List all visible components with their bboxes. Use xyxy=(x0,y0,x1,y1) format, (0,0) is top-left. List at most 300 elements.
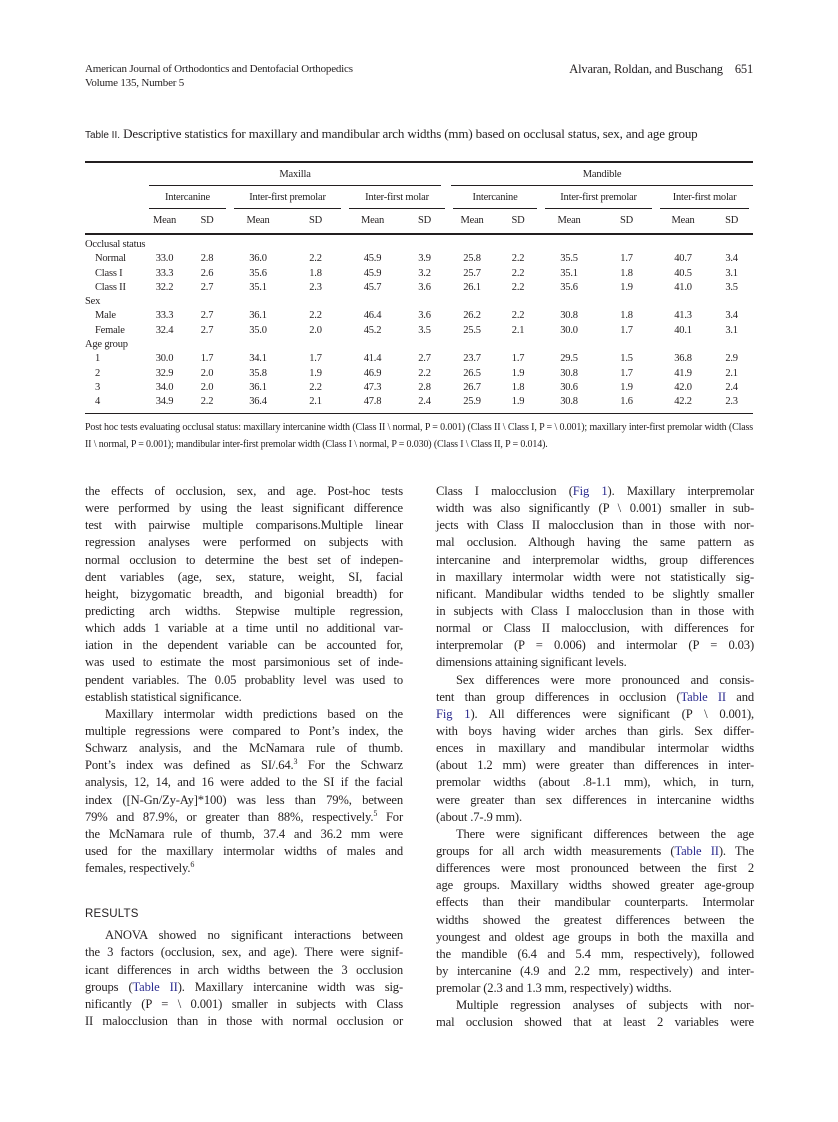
text-line xyxy=(85,860,403,877)
sd-cell: 1.9 xyxy=(620,381,633,393)
text-line xyxy=(436,637,754,654)
mean-cell: 23.7 xyxy=(463,353,481,365)
mean-cell: 33.3 xyxy=(155,310,174,322)
table-row xyxy=(85,381,753,395)
text-line xyxy=(85,586,403,603)
group-label: Age group xyxy=(85,339,128,351)
sd-cell: 1.8 xyxy=(511,381,525,393)
text-run: analysis, 12, 14, and 16 were added to the SI if the facial xyxy=(85,775,403,790)
paragraph xyxy=(436,672,754,826)
sd-cell: 2.2 xyxy=(511,253,525,265)
mean-cell: 35.8 xyxy=(249,367,267,379)
mean-cell: 26.2 xyxy=(463,310,481,322)
measure-header: Inter-first premolar xyxy=(230,187,345,210)
jaw-header-mandible: Mandible xyxy=(449,162,753,187)
text-line xyxy=(85,517,403,534)
text-run: nificantly (P = \ 0.001) smaller in subjects with Class xyxy=(85,996,403,1011)
sd-cell: 2.2 xyxy=(511,267,525,279)
cross-reference-link[interactable]: Table II xyxy=(132,979,178,994)
sd-cell: 2.8 xyxy=(418,381,431,393)
sd-header: SD xyxy=(710,210,753,234)
mean-cell: 34.9 xyxy=(145,395,184,413)
cross-reference-link[interactable]: Table II xyxy=(674,843,719,858)
text-line xyxy=(85,996,403,1013)
sd-cell: 1.9 xyxy=(620,281,633,293)
mean-cell: 45.9 xyxy=(363,253,382,265)
text-run: which adds 1 variable at a time until no additional var- xyxy=(85,621,403,636)
sd-cell: 1.8 xyxy=(620,310,633,322)
mean-cell: 34.1 xyxy=(249,353,267,365)
mean-cell: 32.9 xyxy=(155,367,174,379)
mean-cell: 30.8 xyxy=(560,367,578,379)
table-footnote: Post hoc tests evaluating occlusal status: maxillary intercanine width (Class II \ normal, P = 0.001) (Class II \ Class I, P = \ 0.001); maxillary inter-first premolar width (Class II \ normal, P = 0.001); mandibular inter-first premolar width (Class I \ normal, P = 0.030) (Class I \ Class II, P = 0.014). xyxy=(85,422,753,450)
text-run: II malocclusion than in those with normal occlusion or xyxy=(85,1013,403,1028)
text-line xyxy=(436,517,754,534)
cross-reference-link[interactable]: Fig 1 xyxy=(436,706,471,721)
text-run: Class I malocclusion ( xyxy=(436,484,573,498)
mean-cell: 47.8 xyxy=(345,395,400,413)
text-line xyxy=(436,723,754,740)
paragraph xyxy=(436,997,754,1031)
text-line xyxy=(85,672,403,689)
group-row xyxy=(85,338,753,352)
sd-cell: 1.6 xyxy=(597,395,656,413)
mean-cell: 41.4 xyxy=(363,353,382,365)
text-line xyxy=(436,980,754,997)
text-line xyxy=(436,586,754,603)
text-run: Pont’s index was defined as SI/.64. xyxy=(85,758,294,773)
measure-header: Inter-first molar xyxy=(345,187,449,210)
measure-header: Inter-first molar xyxy=(656,187,753,210)
text-line xyxy=(85,552,403,569)
measure-header: Intercanine xyxy=(145,187,230,210)
text-run: premolar widths (about .8-1.1 mm), which, in turn, xyxy=(436,775,754,790)
row-label: 1 xyxy=(95,353,101,365)
text-run: (about .7-.9 mm). xyxy=(436,809,522,824)
row-label: Class II xyxy=(95,281,126,293)
sd-header: SD xyxy=(184,210,230,234)
mean-cell: 32.2 xyxy=(155,281,174,293)
sd-header: SD xyxy=(495,210,541,234)
text-line xyxy=(436,912,754,929)
measure-header: Intercanine xyxy=(449,187,541,210)
mean-cell: 30.8 xyxy=(541,395,597,413)
text-run: intercanine and interpremolar widths, group differences xyxy=(436,552,754,567)
text-line xyxy=(436,877,754,894)
text-run: the effects of occlusion, sex, and age. Post-hoc tests xyxy=(85,484,403,498)
text-run: ). All differences were significant (P \ 0.001), xyxy=(470,706,755,721)
text-run: age groups. Maxillary widths showed greater age-group xyxy=(436,878,754,893)
text-column-right xyxy=(436,483,754,1032)
mean-cell: 32.4 xyxy=(155,324,174,336)
text-run: mal occlusion showed that at least 2 variables were xyxy=(436,1015,754,1030)
text-run: ences in maxillary and mandibular intermolar widths xyxy=(436,741,754,756)
sd-cell: 2.3 xyxy=(710,395,753,413)
text-run: groups ( xyxy=(85,979,133,994)
text-line xyxy=(85,944,403,961)
section-heading: RESULTS xyxy=(85,908,139,921)
sd-cell: 1.8 xyxy=(620,267,633,279)
mean-cell: 29.5 xyxy=(560,353,578,365)
text-line xyxy=(436,740,754,757)
text-line xyxy=(436,757,754,774)
mean-cell: 40.1 xyxy=(674,324,692,336)
mean-cell: 30.8 xyxy=(560,310,578,322)
mean-cell: 45.7 xyxy=(363,281,382,293)
row-label: Normal xyxy=(95,253,126,265)
text-line xyxy=(85,757,403,774)
text-line xyxy=(436,1014,754,1031)
text-line xyxy=(85,689,403,706)
sd-cell: 1.7 xyxy=(511,353,525,365)
text-run: in maxillary intermolar width were not statistically sig- xyxy=(436,569,754,584)
text-line xyxy=(436,500,754,517)
text-line xyxy=(85,792,403,809)
text-line xyxy=(85,569,403,586)
mean-header: Mean xyxy=(656,210,710,234)
text-line xyxy=(85,620,403,637)
citation-superscript[interactable]: 6 xyxy=(190,860,195,870)
paragraph xyxy=(436,826,754,997)
sd-cell: 3.2 xyxy=(418,267,431,279)
mean-cell: 46.9 xyxy=(363,367,382,379)
row-label: 2 xyxy=(95,367,101,379)
sd-cell: 2.9 xyxy=(725,353,738,365)
text-run: Multiple regression analyses of subjects with nor- xyxy=(456,998,754,1013)
text-run: youngest and oldest age groups in both the maxilla and xyxy=(436,929,754,944)
text-run: test with pairwise multiple comparisons.Multiple linear xyxy=(85,518,403,533)
sd-cell: 1.7 xyxy=(620,324,633,336)
text-run: differences were most pronounced between the first 2 xyxy=(436,861,754,876)
mean-cell: 30.0 xyxy=(155,353,174,365)
text-run: dent variables (age, sex, stature, weight, SI, facial xyxy=(85,569,403,584)
mean-cell: 30.0 xyxy=(560,324,578,336)
row-label: Female xyxy=(95,324,125,336)
page-number: 651 xyxy=(734,62,753,76)
text-column-left xyxy=(85,483,403,1030)
table-row xyxy=(85,309,753,323)
sd-cell: 3.1 xyxy=(725,267,738,279)
row-label: Male xyxy=(95,310,116,322)
text-line xyxy=(436,860,754,877)
mean-cell: 42.2 xyxy=(656,395,710,413)
mean-cell: 35.6 xyxy=(560,281,578,293)
citation-superscript[interactable]: 5 xyxy=(373,808,378,818)
text-line xyxy=(436,997,754,1014)
journal-name: American Journal of Orthodontics and Dentofacial Orthopedics xyxy=(85,63,353,75)
text-run: 79% and 87.9%, or greater than 88%, respectively. xyxy=(85,809,374,824)
text-line xyxy=(85,654,403,671)
mean-cell: 35.0 xyxy=(249,324,267,336)
sd-cell: 3.9 xyxy=(418,253,431,265)
mean-header: Mean xyxy=(230,210,286,234)
text-run: icant differences in arch widths between the 3 occlusion xyxy=(85,962,403,977)
mean-cell: 45.9 xyxy=(363,267,382,279)
mean-cell: 45.2 xyxy=(363,324,382,336)
citation-superscript[interactable]: 3 xyxy=(293,757,298,767)
sd-cell: 2.7 xyxy=(418,353,431,365)
stats-table xyxy=(85,161,753,414)
sd-cell: 2.2 xyxy=(511,310,525,322)
running-header-left xyxy=(85,62,353,90)
table-row xyxy=(85,281,753,295)
text-line xyxy=(85,979,403,996)
text-line xyxy=(436,963,754,980)
text-line xyxy=(436,774,754,791)
text-line xyxy=(436,552,754,569)
text-run: by intercanine (4.9 and 2.2 mm, respectively) and inter- xyxy=(436,963,754,978)
text-line xyxy=(85,826,403,843)
text-run: height, bizygomatic breadth, and bigonial breadth) for xyxy=(85,586,403,601)
text-line xyxy=(85,809,403,826)
text-run: Sex differences were more pronounced and consis- xyxy=(456,672,754,687)
text-run: nificant. Mandibular widths tended to be slightly smaller xyxy=(436,586,754,601)
text-line xyxy=(85,740,403,757)
mean-cell: 25.7 xyxy=(463,267,481,279)
mean-cell: 36.1 xyxy=(249,381,267,393)
text-line xyxy=(436,672,754,689)
sd-cell: 2.0 xyxy=(200,381,214,393)
text-line xyxy=(436,826,754,843)
text-run: interpremolar (P = 0.006) and intermolar (P = 0.03) xyxy=(436,638,754,653)
text-line xyxy=(85,637,403,654)
sd-cell: 3.4 xyxy=(725,253,738,265)
running-header-right xyxy=(569,62,753,76)
text-line xyxy=(436,620,754,637)
text-run: ). The xyxy=(718,843,754,858)
table-row xyxy=(85,395,753,413)
text-line xyxy=(85,774,403,791)
mean-cell: 30.6 xyxy=(560,381,578,393)
text-run: normal occlusion to determine the best set of indepen- xyxy=(85,552,403,567)
group-label: Sex xyxy=(85,296,101,308)
sd-cell: 2.2 xyxy=(184,395,230,413)
mean-cell: 35.5 xyxy=(560,253,578,265)
sd-cell: 2.0 xyxy=(309,324,322,336)
mean-header: Mean xyxy=(145,210,184,234)
text-run: Maxillary intermolar width predictions based on the xyxy=(105,706,403,721)
row-label: 4 xyxy=(85,395,145,413)
text-run: was used to estimate the most parsimonious set of inde- xyxy=(85,655,403,670)
text-line xyxy=(436,483,754,500)
sd-cell: 1.7 xyxy=(620,253,633,265)
sd-cell: 2.2 xyxy=(418,367,431,379)
sd-cell: 1.9 xyxy=(511,367,525,379)
text-line xyxy=(436,809,754,826)
text-run: used for the maxillary intermolar widths of males and xyxy=(85,843,403,858)
sd-cell: 2.0 xyxy=(200,367,214,379)
text-run: females, respectively. xyxy=(85,861,191,876)
text-line xyxy=(436,946,754,963)
text-line xyxy=(85,927,403,944)
group-label: Occlusal status xyxy=(85,239,146,250)
text-line xyxy=(85,1013,403,1030)
sd-cell: 1.9 xyxy=(309,367,322,379)
text-run: multiple regressions were compared to Pont’s index, the xyxy=(85,723,403,738)
cross-reference-link[interactable]: Fig 1 xyxy=(572,484,608,498)
mean-cell: 26.5 xyxy=(463,367,481,379)
text-run: were greater than sex differences in intercanine widths xyxy=(436,792,754,807)
mean-cell: 41.9 xyxy=(674,367,692,379)
group-row xyxy=(85,295,753,309)
sd-cell: 2.1 xyxy=(725,367,738,379)
text-run: dimensions attaining significant levels. xyxy=(436,655,627,670)
text-run: the McNamara rule of thumb, 37.4 and 36.2 mm were xyxy=(85,826,403,841)
mean-cell: 42.0 xyxy=(674,381,692,393)
sd-header: SD xyxy=(286,210,345,234)
mean-header: Mean xyxy=(541,210,597,234)
table-row xyxy=(85,267,753,281)
text-line xyxy=(436,654,754,671)
text-run: For the Schwarz xyxy=(297,758,403,773)
text-line xyxy=(436,534,754,551)
table-caption xyxy=(85,126,753,144)
text-run: widths showed the greatest differences between the xyxy=(436,912,754,927)
mean-cell: 41.0 xyxy=(674,281,692,293)
row-label: 3 xyxy=(95,381,101,393)
text-run: ). Maxillary intercanine width was sig- xyxy=(177,979,403,994)
mean-cell: 40.5 xyxy=(674,267,692,279)
mean-cell: 35.6 xyxy=(249,267,267,279)
text-run: regression analyses were performed on subjects with xyxy=(85,535,403,550)
mean-cell: 33.0 xyxy=(155,253,174,265)
text-line xyxy=(436,689,754,706)
text-line xyxy=(436,843,754,860)
paragraph xyxy=(85,483,403,706)
text-run: predicting arch widths. Stepwise multiple regression, xyxy=(85,603,403,618)
group-row xyxy=(85,234,753,252)
sd-cell: 2.2 xyxy=(309,381,322,393)
sd-cell: 2.1 xyxy=(286,395,345,413)
sd-cell: 2.1 xyxy=(511,324,525,336)
sd-cell: 2.3 xyxy=(309,281,322,293)
mean-cell: 25.9 xyxy=(449,395,495,413)
text-run: with boys having wider arches than girls. Sex differ- xyxy=(436,723,754,738)
sd-cell: 3.5 xyxy=(725,281,738,293)
text-run: premolar (2.3 and 1.3 mm, respectively) widths. xyxy=(436,981,672,996)
mean-header: Mean xyxy=(345,210,400,234)
mean-cell: 26.7 xyxy=(463,381,481,393)
text-run: pendent variables. The 0.05 probablity level was used to xyxy=(85,672,403,687)
paragraph xyxy=(85,706,403,877)
mean-cell: 36.0 xyxy=(249,253,267,265)
jaw-header-maxilla: Maxilla xyxy=(145,162,449,187)
sd-cell: 2.2 xyxy=(511,281,525,293)
mean-cell: 36.1 xyxy=(249,310,267,322)
text-line xyxy=(436,792,754,809)
authors: Alvaran, Roldan, and Buschang xyxy=(569,62,723,76)
table-label: Table II. xyxy=(85,130,121,141)
sd-cell: 2.4 xyxy=(400,395,449,413)
cross-reference-link[interactable]: Table II xyxy=(680,689,726,704)
sd-cell: 3.6 xyxy=(418,310,431,322)
text-run: There were significant differences between the age xyxy=(456,826,754,841)
paragraph xyxy=(85,927,403,1030)
text-run: the 3 factors (occlusion, sex, and age). There were signif- xyxy=(85,945,403,960)
sd-cell: 2.6 xyxy=(200,267,214,279)
text-line xyxy=(436,706,754,723)
sd-cell: 2.7 xyxy=(200,324,214,336)
sd-cell: 2.4 xyxy=(725,381,738,393)
measure-header: Inter-first premolar xyxy=(541,187,656,210)
mean-cell: 25.5 xyxy=(463,324,481,336)
text-line xyxy=(436,894,754,911)
text-run: were performed by using the least significant difference xyxy=(85,501,403,516)
sd-cell: 2.7 xyxy=(200,310,214,322)
mean-cell: 25.8 xyxy=(463,253,481,265)
sd-cell: 1.7 xyxy=(309,353,322,365)
text-run: Schwarz analysis, and the McNamara rule of thumb. xyxy=(85,741,403,756)
sd-cell: 1.7 xyxy=(620,367,633,379)
table-row xyxy=(85,252,753,266)
text-run: the mandible (6.4 and 5.4 mm, respectively), followed xyxy=(436,946,754,961)
sd-cell: 1.8 xyxy=(309,267,322,279)
table-row xyxy=(85,367,753,381)
text-run: index ([N-Gn/Zy-Ay]*100) was less than 79%, between xyxy=(85,792,403,807)
text-line xyxy=(85,483,403,500)
mean-header: Mean xyxy=(449,210,495,234)
text-run: jects with Class II malocclusion than in those with nor- xyxy=(436,518,754,533)
sd-cell: 1.9 xyxy=(495,395,541,413)
text-line xyxy=(436,569,754,586)
text-run: effects than their mandibular counterparts. Intermolar xyxy=(436,895,754,910)
text-run: ANOVA showed no significant interactions between xyxy=(105,928,403,943)
text-run: ). Maxillary interpremolar xyxy=(607,484,754,498)
text-run: (about 1.2 mm) were greater than differences in inter- xyxy=(436,758,754,773)
text-run: mal occlusion. Although having the same pattern as xyxy=(436,535,754,550)
sd-cell: 2.2 xyxy=(309,253,322,265)
text-run: in subjects with Class I malocclusion than in those with xyxy=(436,603,754,618)
text-run: For xyxy=(377,809,404,824)
text-run: establish statistical significance. xyxy=(85,689,242,704)
text-line xyxy=(85,706,403,723)
sd-cell: 2.2 xyxy=(309,310,322,322)
mean-cell: 35.1 xyxy=(560,267,578,279)
mean-cell: 26.1 xyxy=(463,281,481,293)
mean-cell: 34.0 xyxy=(155,381,174,393)
table-row xyxy=(85,324,753,338)
sd-header: SD xyxy=(597,210,656,234)
text-line xyxy=(85,500,403,517)
table-caption-text: Descriptive statistics for maxillary and mandibular arch widths (mm) based on occlusal status, sex, and age group xyxy=(123,126,698,141)
mean-cell: 33.3 xyxy=(155,267,174,279)
sd-cell: 3.6 xyxy=(418,281,431,293)
text-line xyxy=(436,603,754,620)
text-run: and xyxy=(725,689,754,704)
table-row xyxy=(85,352,753,366)
mean-cell: 36.8 xyxy=(674,353,692,365)
text-line xyxy=(85,962,403,979)
mean-cell: 41.3 xyxy=(674,310,692,322)
text-line xyxy=(85,534,403,551)
sd-cell: 3.4 xyxy=(725,310,738,322)
sd-cell: 2.8 xyxy=(200,253,214,265)
sd-cell: 1.5 xyxy=(620,353,633,365)
mean-cell: 35.1 xyxy=(249,281,267,293)
sd-header: SD xyxy=(400,210,449,234)
mean-cell: 46.4 xyxy=(363,310,382,322)
mean-cell: 40.7 xyxy=(674,253,692,265)
text-run: iation in the dependent variable can be accounted for, xyxy=(85,638,403,653)
sd-cell: 3.5 xyxy=(418,324,431,336)
row-label: Class I xyxy=(95,267,123,279)
text-line xyxy=(85,723,403,740)
mean-cell: 36.4 xyxy=(230,395,286,413)
text-line xyxy=(85,603,403,620)
text-run: width was also significantly (P \ 0.001) smaller in sub- xyxy=(436,501,754,516)
paragraph xyxy=(436,483,754,672)
text-run: tent than group differences in occlusion ( xyxy=(436,689,681,704)
